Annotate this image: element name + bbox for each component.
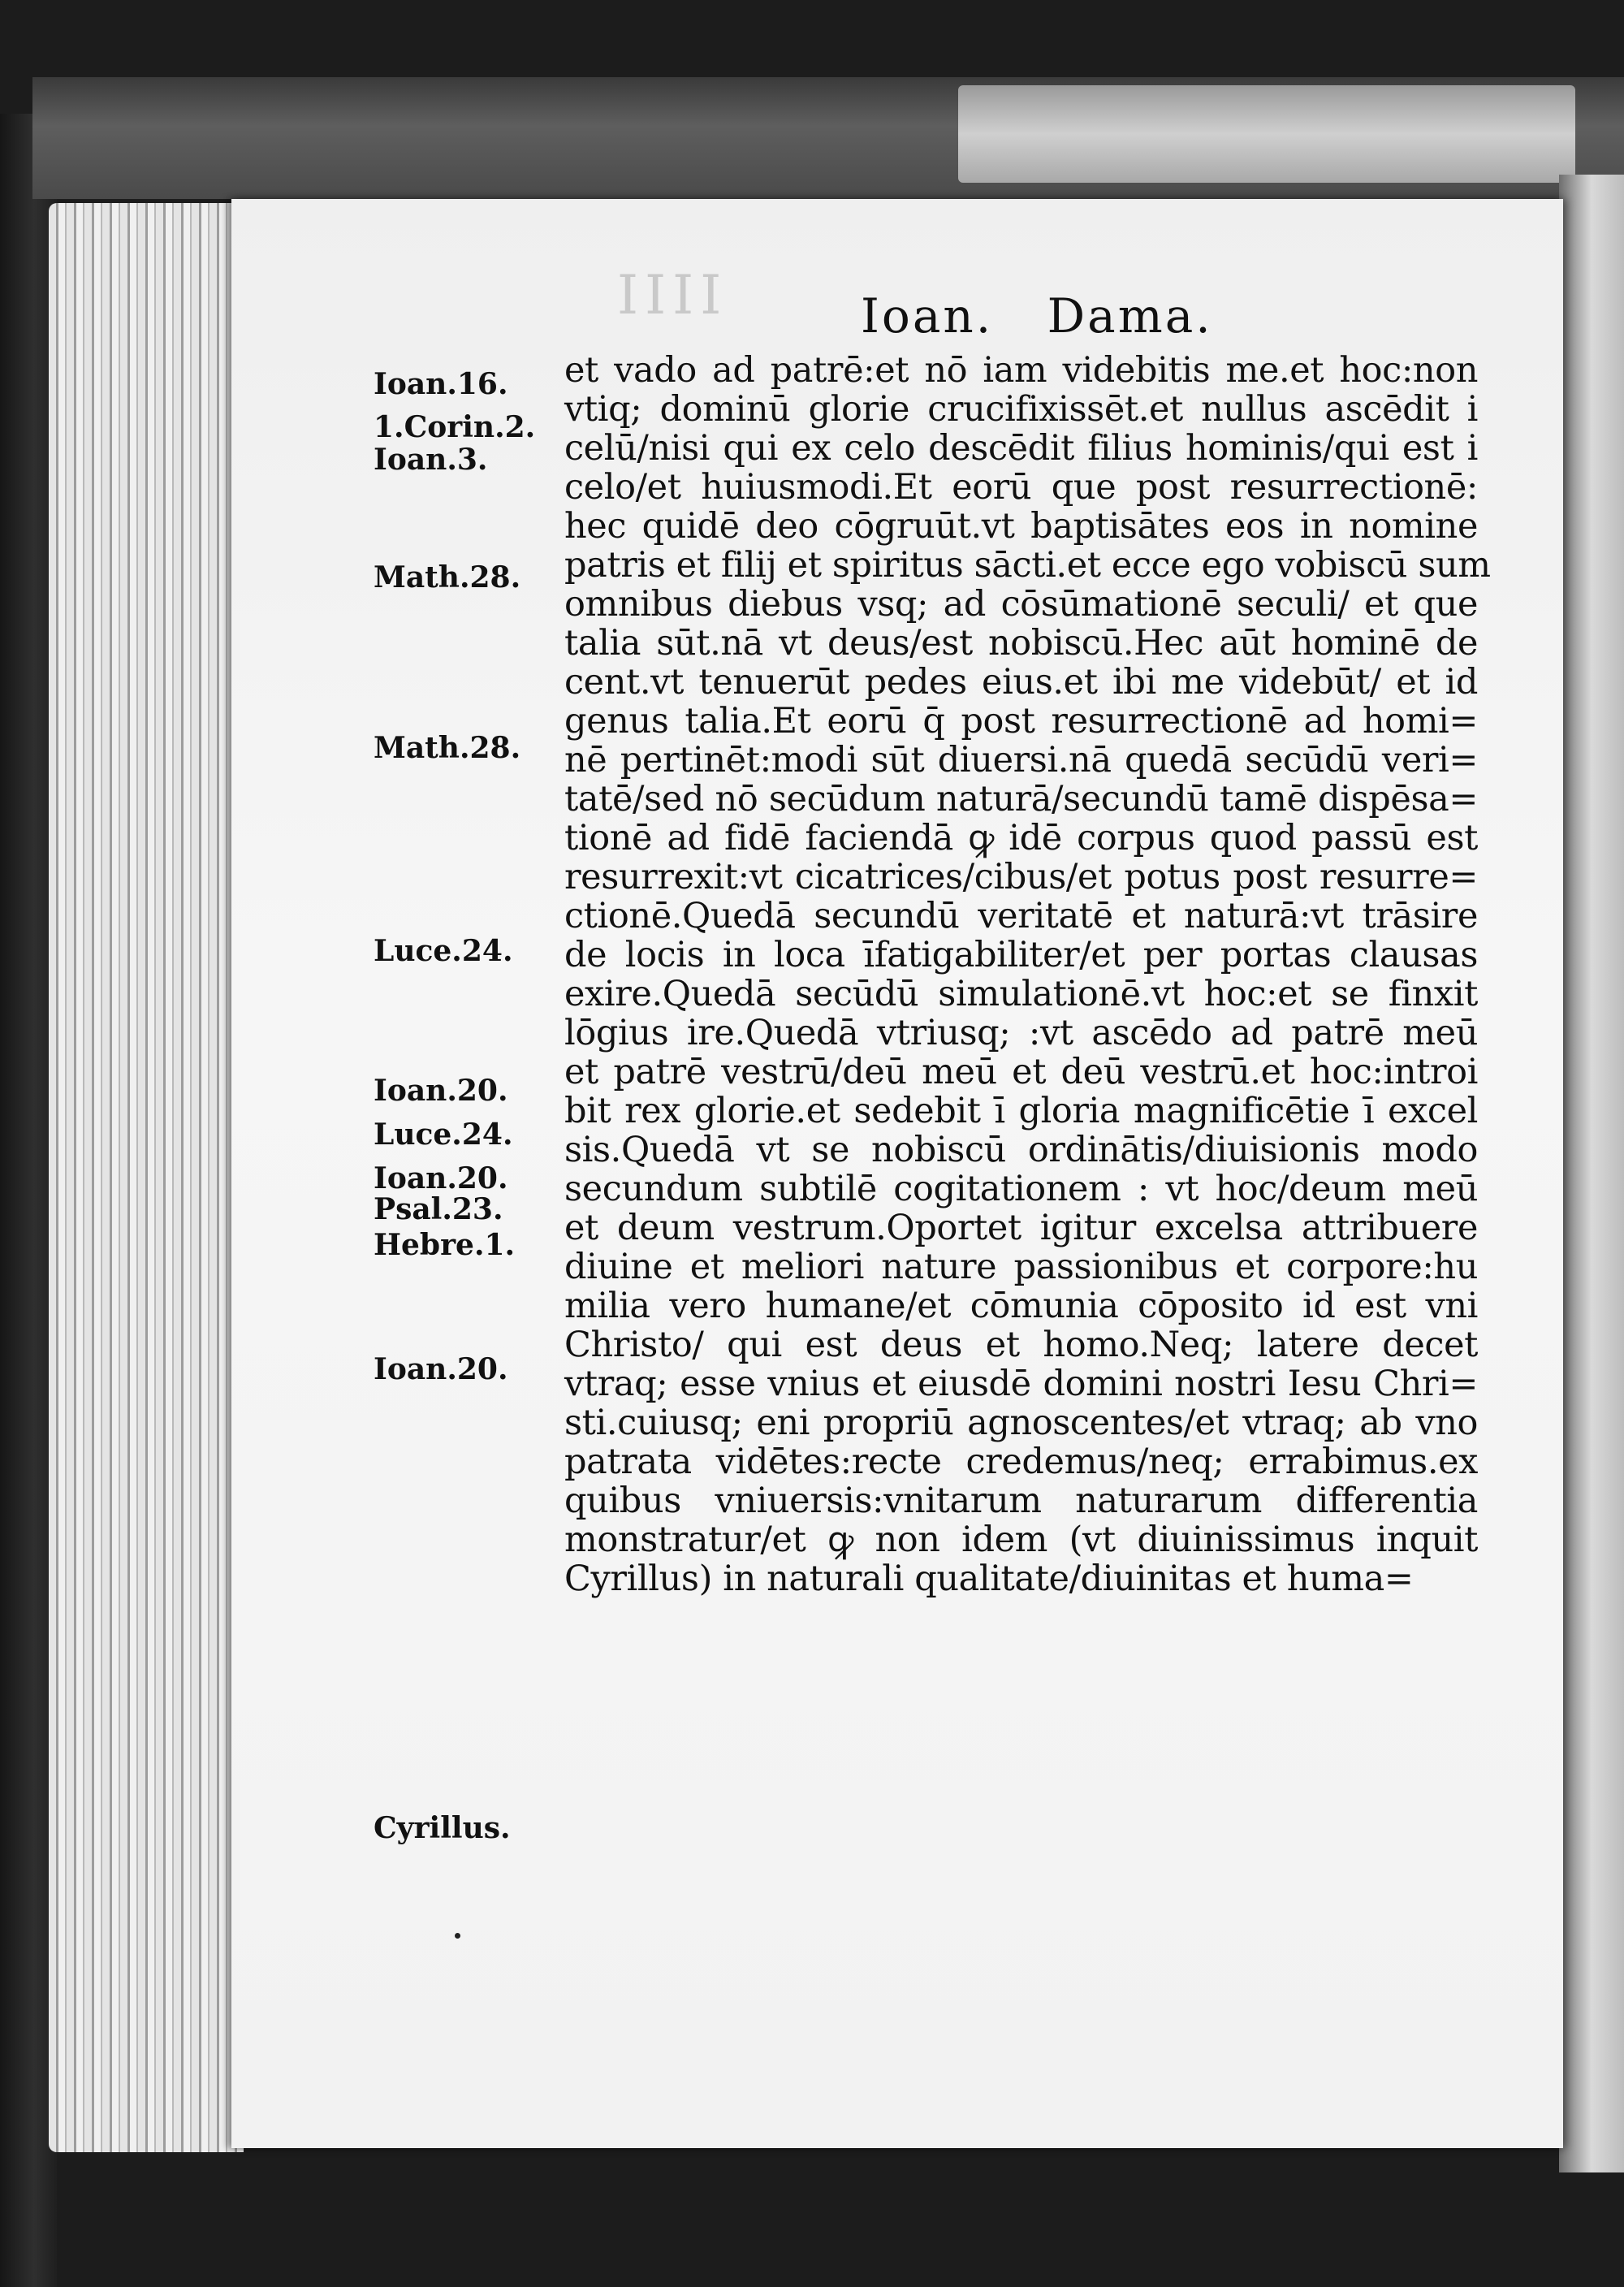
text-line: patris et filij et spiritus sācti.et ecce ego vobiscū sum [564,545,1491,586]
text-line: et patrē vestrū/deū meū et deū vestrū.et hoc:introi [564,1052,1478,1092]
running-head-word-1: Ioan. [861,288,994,344]
facing-page-edge [1559,175,1624,2172]
margin-note: Ioan.20. [374,1161,508,1195]
text-line: secundum subtilē cogitationem : vt hoc/deum meū [564,1169,1478,1209]
text-line: de locis in loca īfatigabiliter/et per portas clausas [564,935,1478,975]
text-line: cent.vt tenuerūt pedes eius.et ibi me videbūt/ et id [564,662,1478,703]
text-line: celo/et huiusmodi.Et eorū que post resurrectionē: [564,467,1478,508]
text-line: milia vero humane/et cōmunia cōposito id est vni [564,1286,1478,1326]
text-line: lōgius ire.Quedā vtriusq; :vt ascēdo ad patrē meū [564,1013,1478,1053]
text-line: sti.cuiusq; eni propriū agnoscentes/et vtraq; ab vno [564,1403,1478,1443]
text-line: patrata vidētes:recte credemus/neq; errabimus.ex [564,1442,1478,1482]
margin-note: Ioan.20. [374,1352,508,1386]
text-line: tionē ad fidē faciendā ꝙ idē corpus quod passū est [564,818,1478,858]
margin-note: Math.28. [374,731,521,765]
text-line: bit rex glorie.et sedebit ī gloria magnificētie ī excel [564,1091,1478,1131]
text-line: celū/nisi qui ex celo descēdit filius hominis/qui est i [564,428,1478,469]
margin-note: Ioan.3. [374,443,488,477]
body-text [564,350,1491,1599]
margin-note: Ioan.20. [374,1074,508,1108]
page-edges [49,203,244,2152]
text-line: et vado ad patrē:et nō iam videbitis me.et hoc:non [564,350,1478,391]
text-line: exire.Quedā secūdū simulationē.vt hoc:et se finxit [564,974,1478,1014]
margin-note: Cyrillus. [374,1811,511,1845]
margin-note: Hebre.1. [374,1228,516,1262]
text-line: ctionē.Quedā secundū veritatē et naturā:vt trāsire [564,896,1478,936]
text-line: vtiq; dominū glorie crucifixissēt.et nullus ascēdit i [564,389,1478,430]
text-line: Christo/ qui est deus et homo.Neq; latere decet [564,1325,1478,1365]
book-spine-highlight [958,85,1575,183]
running-head-word-2: Dama. [1047,288,1213,344]
text-line: Cyrillus) in naturali qualitate/diuinitas et huma= [564,1559,1414,1599]
text-line: sis.Quedā vt se nobiscū ordinātis/diuisionis modo [564,1130,1478,1170]
margin-note: Math.28. [374,560,521,594]
text-line: diuine et meliori nature passionibus et corpore:hu [564,1247,1478,1287]
bleed-through-text: IIII [617,264,728,326]
text-line: talia sūt.nā vt deus/est nobiscū.Hec aūt hominē de [564,623,1478,664]
margin-note: Luce.24. [374,1118,513,1152]
text-line: resurrexit:vt cicatrices/cibus/et potus post resurre= [564,857,1478,897]
text-line: omnibus diebus vsq; ad cōsūmationē seculi/ et que [564,584,1478,625]
margin-note: Luce.24. [374,934,513,968]
text-line: nē pertinēt:modi sūt diuersi.nā quedā secūdū veri= [564,740,1478,780]
text-line: quibus vniuersis:vnitarum naturarum differentia [564,1481,1478,1521]
margin-note: Ioan.16. [374,367,508,401]
running-head [861,288,1250,344]
margin-note: Psal.23. [374,1192,503,1226]
text-line: vtraq; esse vnius et eiusdē domini nostri Iesu Chri= [564,1364,1478,1404]
text-line: hec quidē deo cōgruūt.vt baptisātes eos in nomine [564,506,1478,547]
text-line: tatē/sed nō secūdum naturā/secundū tamē dispēsa= [564,779,1478,819]
ink-speck [455,1933,460,1939]
text-line: et deum vestrum.Oportet igitur excelsa attribuere [564,1208,1478,1248]
text-line: genus talia.Et eorū q̄ post resurrectionē ad homi= [564,701,1478,741]
text-line: monstratur/et ꝙ non idem (vt diuinissimus inquit [564,1520,1478,1560]
margin-note: 1.Corin.2. [374,410,536,444]
